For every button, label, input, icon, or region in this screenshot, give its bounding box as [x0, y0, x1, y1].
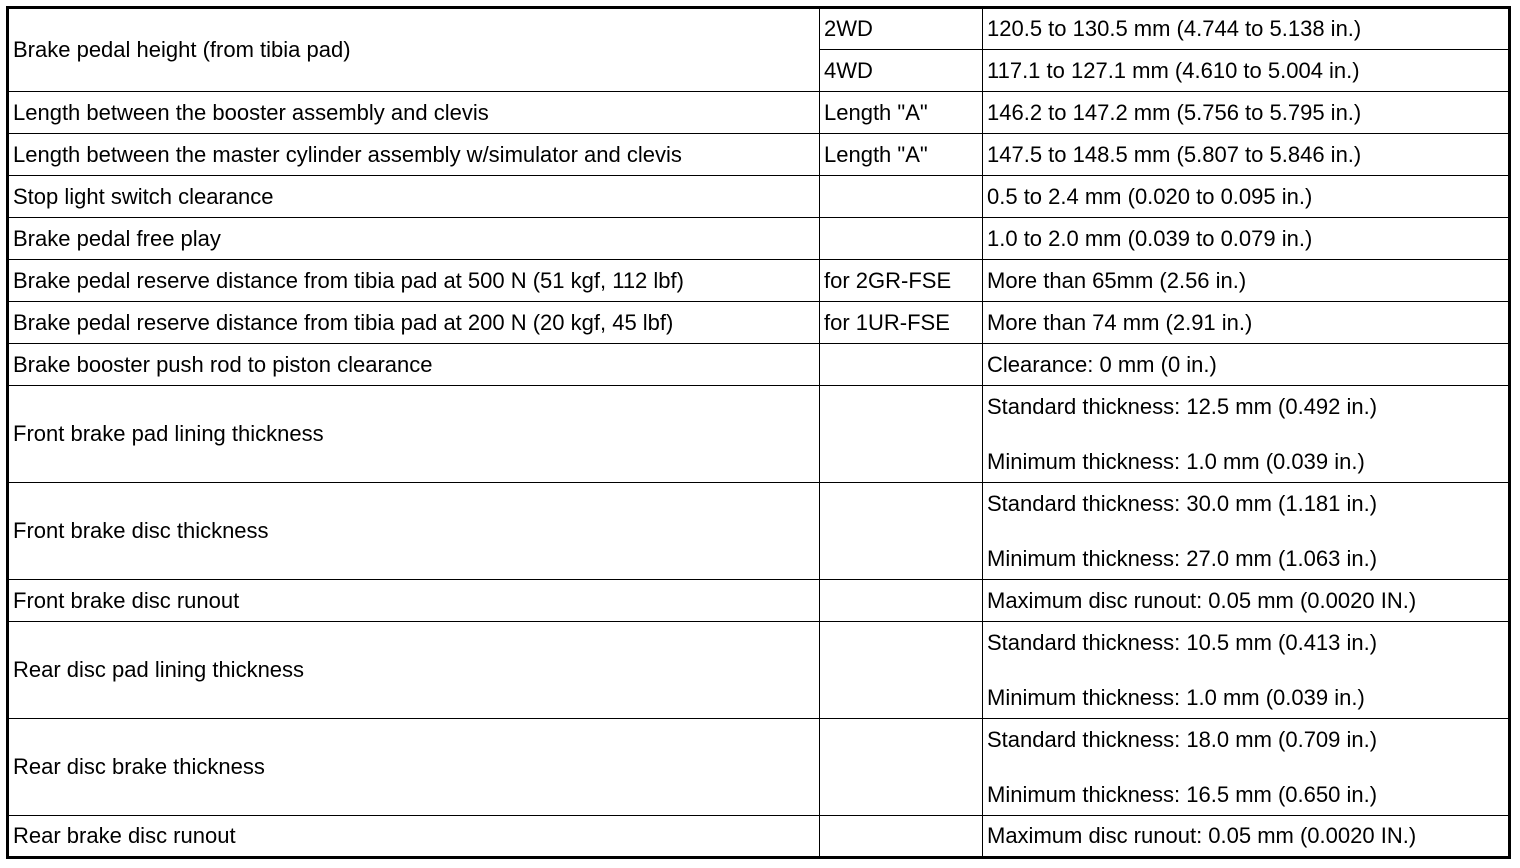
table-row [8, 580, 1510, 622]
item-cell: Brake booster push rod to piston clearance [8, 344, 820, 386]
item-cell: Brake pedal reserve distance from tibia pad at 500 N (51 kgf, 112 lbf) [8, 260, 820, 302]
table-row [8, 622, 1510, 719]
spec-cell [983, 483, 1510, 580]
condition-cell [820, 218, 983, 260]
spec-cell [983, 719, 1510, 816]
condition-cell: Length "A" [820, 92, 983, 134]
condition-cell: 2WD [820, 8, 983, 50]
spec-cell: 147.5 to 148.5 mm (5.807 to 5.846 in.) [983, 134, 1510, 176]
brake-specification-table [6, 6, 1511, 859]
table-row [8, 134, 1510, 176]
table-row [8, 483, 1510, 580]
item-cell: Brake pedal height (from tibia pad) [8, 8, 820, 92]
item-cell: Front brake disc thickness [8, 483, 820, 580]
standard-thickness-value: Standard thickness: 12.5 mm (0.492 in.) [987, 393, 1378, 419]
spec-cell: 0.5 to 2.4 mm (0.020 to 0.095 in.) [983, 176, 1510, 218]
condition-cell [820, 719, 983, 816]
spec-cell: Maximum disc runout: 0.05 mm (0.0020 IN.) [983, 816, 1510, 858]
table-row [8, 344, 1510, 386]
spec-cell: Maximum disc runout: 0.05 mm (0.0020 IN.) [983, 580, 1510, 622]
spec-cell: Clearance: 0 mm (0 in.) [983, 344, 1510, 386]
condition-cell [820, 580, 983, 622]
item-cell: Front brake pad lining thickness [8, 386, 820, 483]
spec-cell: 117.1 to 127.1 mm (4.610 to 5.004 in.) [983, 50, 1510, 92]
condition-cell: 4WD [820, 50, 983, 92]
item-cell: Length between the master cylinder assembly w/simulator and clevis [8, 134, 820, 176]
item-cell: Rear brake disc runout [8, 816, 820, 858]
standard-thickness-value: Standard thickness: 10.5 mm (0.413 in.) [987, 629, 1378, 655]
condition-cell: for 2GR-FSE [820, 260, 983, 302]
standard-thickness-value: Standard thickness: 30.0 mm (1.181 in.) [987, 490, 1378, 516]
spec-cell: 120.5 to 130.5 mm (4.744 to 5.138 in.) [983, 8, 1510, 50]
item-cell: Brake pedal free play [8, 218, 820, 260]
item-cell: Rear disc pad lining thickness [8, 622, 820, 719]
table-row [8, 176, 1510, 218]
table-row [8, 386, 1510, 483]
condition-cell: for 1UR-FSE [820, 302, 983, 344]
minimum-thickness-value: Minimum thickness: 16.5 mm (0.650 in.) [987, 781, 1378, 807]
table-row [8, 92, 1510, 134]
item-cell: Front brake disc runout [8, 580, 820, 622]
spec-cell: More than 65mm (2.56 in.) [983, 260, 1510, 302]
condition-cell [820, 622, 983, 719]
minimum-thickness-value: Minimum thickness: 1.0 mm (0.039 in.) [987, 448, 1365, 474]
condition-cell: Length "A" [820, 134, 983, 176]
item-cell: Stop light switch clearance [8, 176, 820, 218]
item-cell: Rear disc brake thickness [8, 719, 820, 816]
table-row [8, 260, 1510, 302]
item-cell: Brake pedal reserve distance from tibia pad at 200 N (20 kgf, 45 lbf) [8, 302, 820, 344]
spec-cell [983, 386, 1510, 483]
standard-thickness-value: Standard thickness: 18.0 mm (0.709 in.) [987, 726, 1378, 752]
minimum-thickness-value: Minimum thickness: 27.0 mm (1.063 in.) [987, 545, 1378, 571]
table-row [8, 719, 1510, 816]
minimum-thickness-value: Minimum thickness: 1.0 mm (0.039 in.) [987, 684, 1365, 710]
spec-cell [983, 622, 1510, 719]
condition-cell [820, 344, 983, 386]
spec-cell: 146.2 to 147.2 mm (5.756 to 5.795 in.) [983, 92, 1510, 134]
condition-cell [820, 816, 983, 858]
spec-cell: More than 74 mm (2.91 in.) [983, 302, 1510, 344]
condition-cell [820, 176, 983, 218]
item-cell: Length between the booster assembly and clevis [8, 92, 820, 134]
condition-cell [820, 386, 983, 483]
table-row [8, 218, 1510, 260]
table-row [8, 816, 1510, 858]
condition-cell [820, 483, 983, 580]
table-row [8, 302, 1510, 344]
spec-cell: 1.0 to 2.0 mm (0.039 to 0.079 in.) [983, 218, 1510, 260]
table-row [8, 8, 1510, 50]
